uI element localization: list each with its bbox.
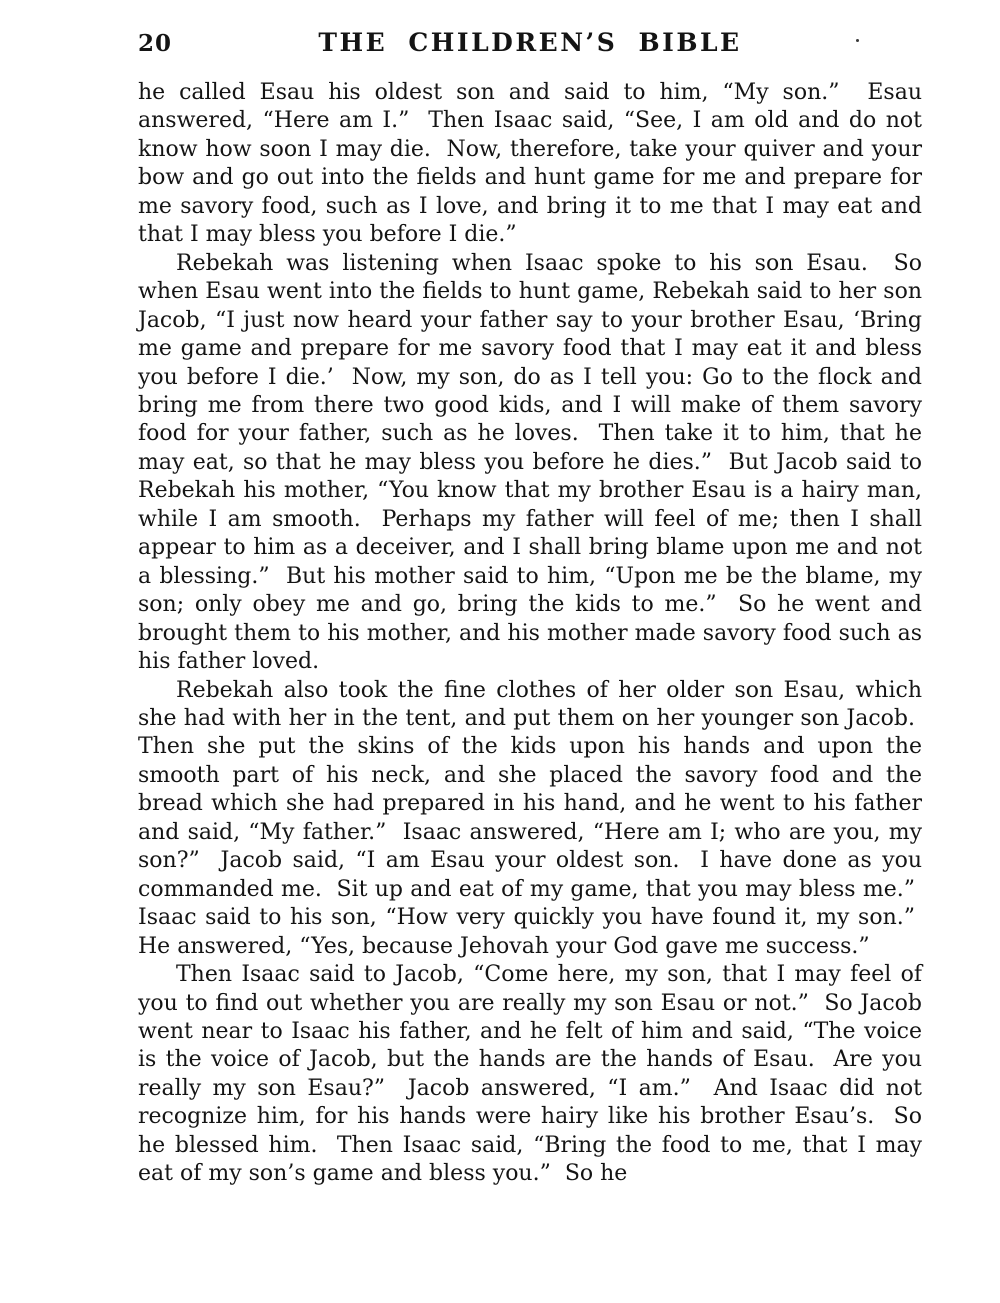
paragraph: Then Isaac said to Jacob, “Come here, my son, that I may feel of you to find out whether you are really my son Esau or not.” So Jacob went near to Isaac his father, and he felt of him and said, “The voice is the voice of Jacob, but the hands are the hands of Esau. Are you really my son Esau?” Jacob answered, “I am.” And Isaac did not recognize him, for his hands were hairy like his brother Esau’s. So he blessed him. Then Isaac said, “Bring the food to me, that I may eat of my son’s game and bless you.” So he [138, 962, 922, 1187]
scan-artifact-dot [856, 39, 859, 42]
paragraph: he called Esau his oldest son and said to him, “My son.” Esau answered, “Here am I.” Then Isaac said, “See, I am old and do not know how soon I may die. Now, therefore, take your quiver and your bow and go out into the fields and hunt game for me and prepare for me savory food, such as I love, and bring it to me that I may eat and that I may bless you before I die.” [138, 80, 922, 248]
body-text [138, 79, 922, 1189]
page-number: 20 [138, 30, 173, 57]
page-title: THE CHILDREN’S BIBLE [318, 28, 742, 57]
paragraph: Rebekah also took the fine clothes of her older son Esau, which she had with her in the tent, and put them on her younger son Jacob. Then she put the skins of the kids upon his hands and upon the smooth part of his neck, and she placed the savory food and the bread which she had prepared in his hand, and he went to his father and said, “My father.” Isaac answered, “Here am I; who are you, my son?” Jacob said, “I am Esau your oldest son. I have done as you commanded me. Sit up and eat of my game, that you may bless me.” Isaac said to his son, “How very quickly you have found it, my son.” He answered, “Yes, because Jehovah your God gave me success.” [138, 677, 922, 959]
paragraph: Rebekah was listening when Isaac spoke to his son Esau. So when Esau went into the fields to hunt game, Rebekah said to her son Jacob, “I just now heard your father say to your brother Esau, ‘Bring me game and prepare for me savory food that I may eat it and bless you before I die.’ Now, my son, do as I tell you: Go to the flock and bring me from there two good kids, and I will make of them savory food for your father, such as he loves. Then take it to him, that he may eat, so that he may bless you before he dies.” But Jacob said to Rebekah his mother, “You know that my brother Esau is a hairy man, while I am smooth. Perhaps my father will feel of me; then I shall appear to him as a deceiver, and I shall bring blame upon me and not a blessing.” But his mother said to him, “Upon me be the blame, my son; only obey me and go, bring the kids to me.” So he went and brought them to his mother, and his mother made savory food such as his father loved. [138, 250, 922, 675]
running-head [138, 28, 922, 58]
